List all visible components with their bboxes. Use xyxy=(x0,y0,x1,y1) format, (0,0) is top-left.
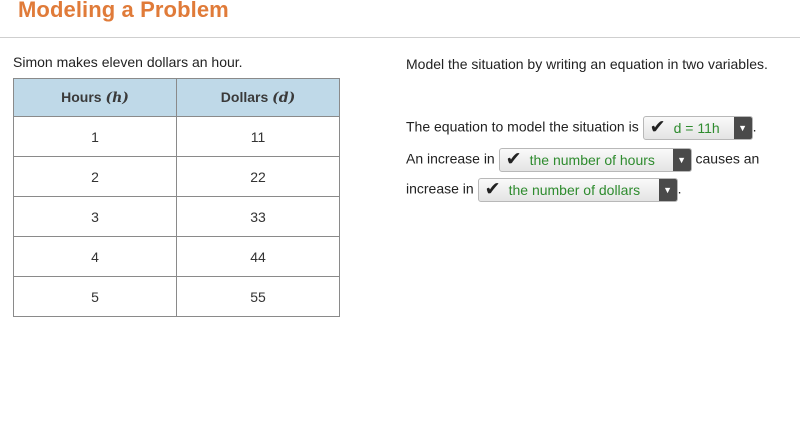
checkmark-icon: ✔ xyxy=(649,116,666,138)
triangle-down-icon[interactable]: ▼ xyxy=(734,117,752,139)
table-row xyxy=(14,237,340,277)
table-row xyxy=(14,197,340,237)
question-increase-effect xyxy=(406,178,681,202)
hours-cell: 4 xyxy=(14,237,177,277)
dollars-cell: 55 xyxy=(177,277,340,317)
instructions: Model the situation by writing an equation in two variables. xyxy=(406,56,768,72)
table-row xyxy=(14,117,340,157)
hours-dollars-table xyxy=(13,78,340,317)
page-title: Modeling a Problem xyxy=(18,0,229,22)
cause-dropdown[interactable] xyxy=(499,148,692,172)
dollars-cell: 33 xyxy=(177,197,340,237)
title-divider xyxy=(0,37,800,38)
dropdown-selected-value: the number of hours xyxy=(529,152,655,168)
hours-cell: 3 xyxy=(14,197,177,237)
question-suffix: causes an xyxy=(695,150,760,167)
column-header-dollars: Dollars (d) xyxy=(177,79,340,117)
question-prefix: An increase in xyxy=(406,150,495,167)
table-header-row xyxy=(14,79,340,117)
equation-dropdown[interactable] xyxy=(643,116,753,140)
triangle-down-icon[interactable]: ▼ xyxy=(673,149,691,171)
column-header-hours: Hours (h) xyxy=(14,79,177,117)
question-prefix: The equation to model the situation is xyxy=(406,118,639,135)
dropdown-selected-value: d = 11h xyxy=(673,120,720,136)
checkmark-icon: ✔ xyxy=(505,148,522,170)
question-prefix: increase in xyxy=(406,180,474,197)
question-suffix: . xyxy=(752,118,757,135)
hours-cell: 1 xyxy=(14,117,177,157)
problem-statement: Simon makes eleven dollars an hour. xyxy=(13,54,243,70)
question-equation xyxy=(406,116,756,140)
dollars-cell: 44 xyxy=(177,237,340,277)
effect-dropdown[interactable] xyxy=(478,178,678,202)
dollars-cell: 22 xyxy=(177,157,340,197)
question-suffix: . xyxy=(677,180,682,197)
dropdown-selected-value: the number of dollars xyxy=(508,182,641,198)
checkmark-icon: ✔ xyxy=(484,178,501,200)
hours-cell: 2 xyxy=(14,157,177,197)
table-row xyxy=(14,157,340,197)
table-row xyxy=(14,277,340,317)
triangle-down-icon[interactable]: ▼ xyxy=(659,179,677,201)
hours-cell: 5 xyxy=(14,277,177,317)
question-increase-cause xyxy=(406,148,759,172)
dollars-cell: 11 xyxy=(177,117,340,157)
